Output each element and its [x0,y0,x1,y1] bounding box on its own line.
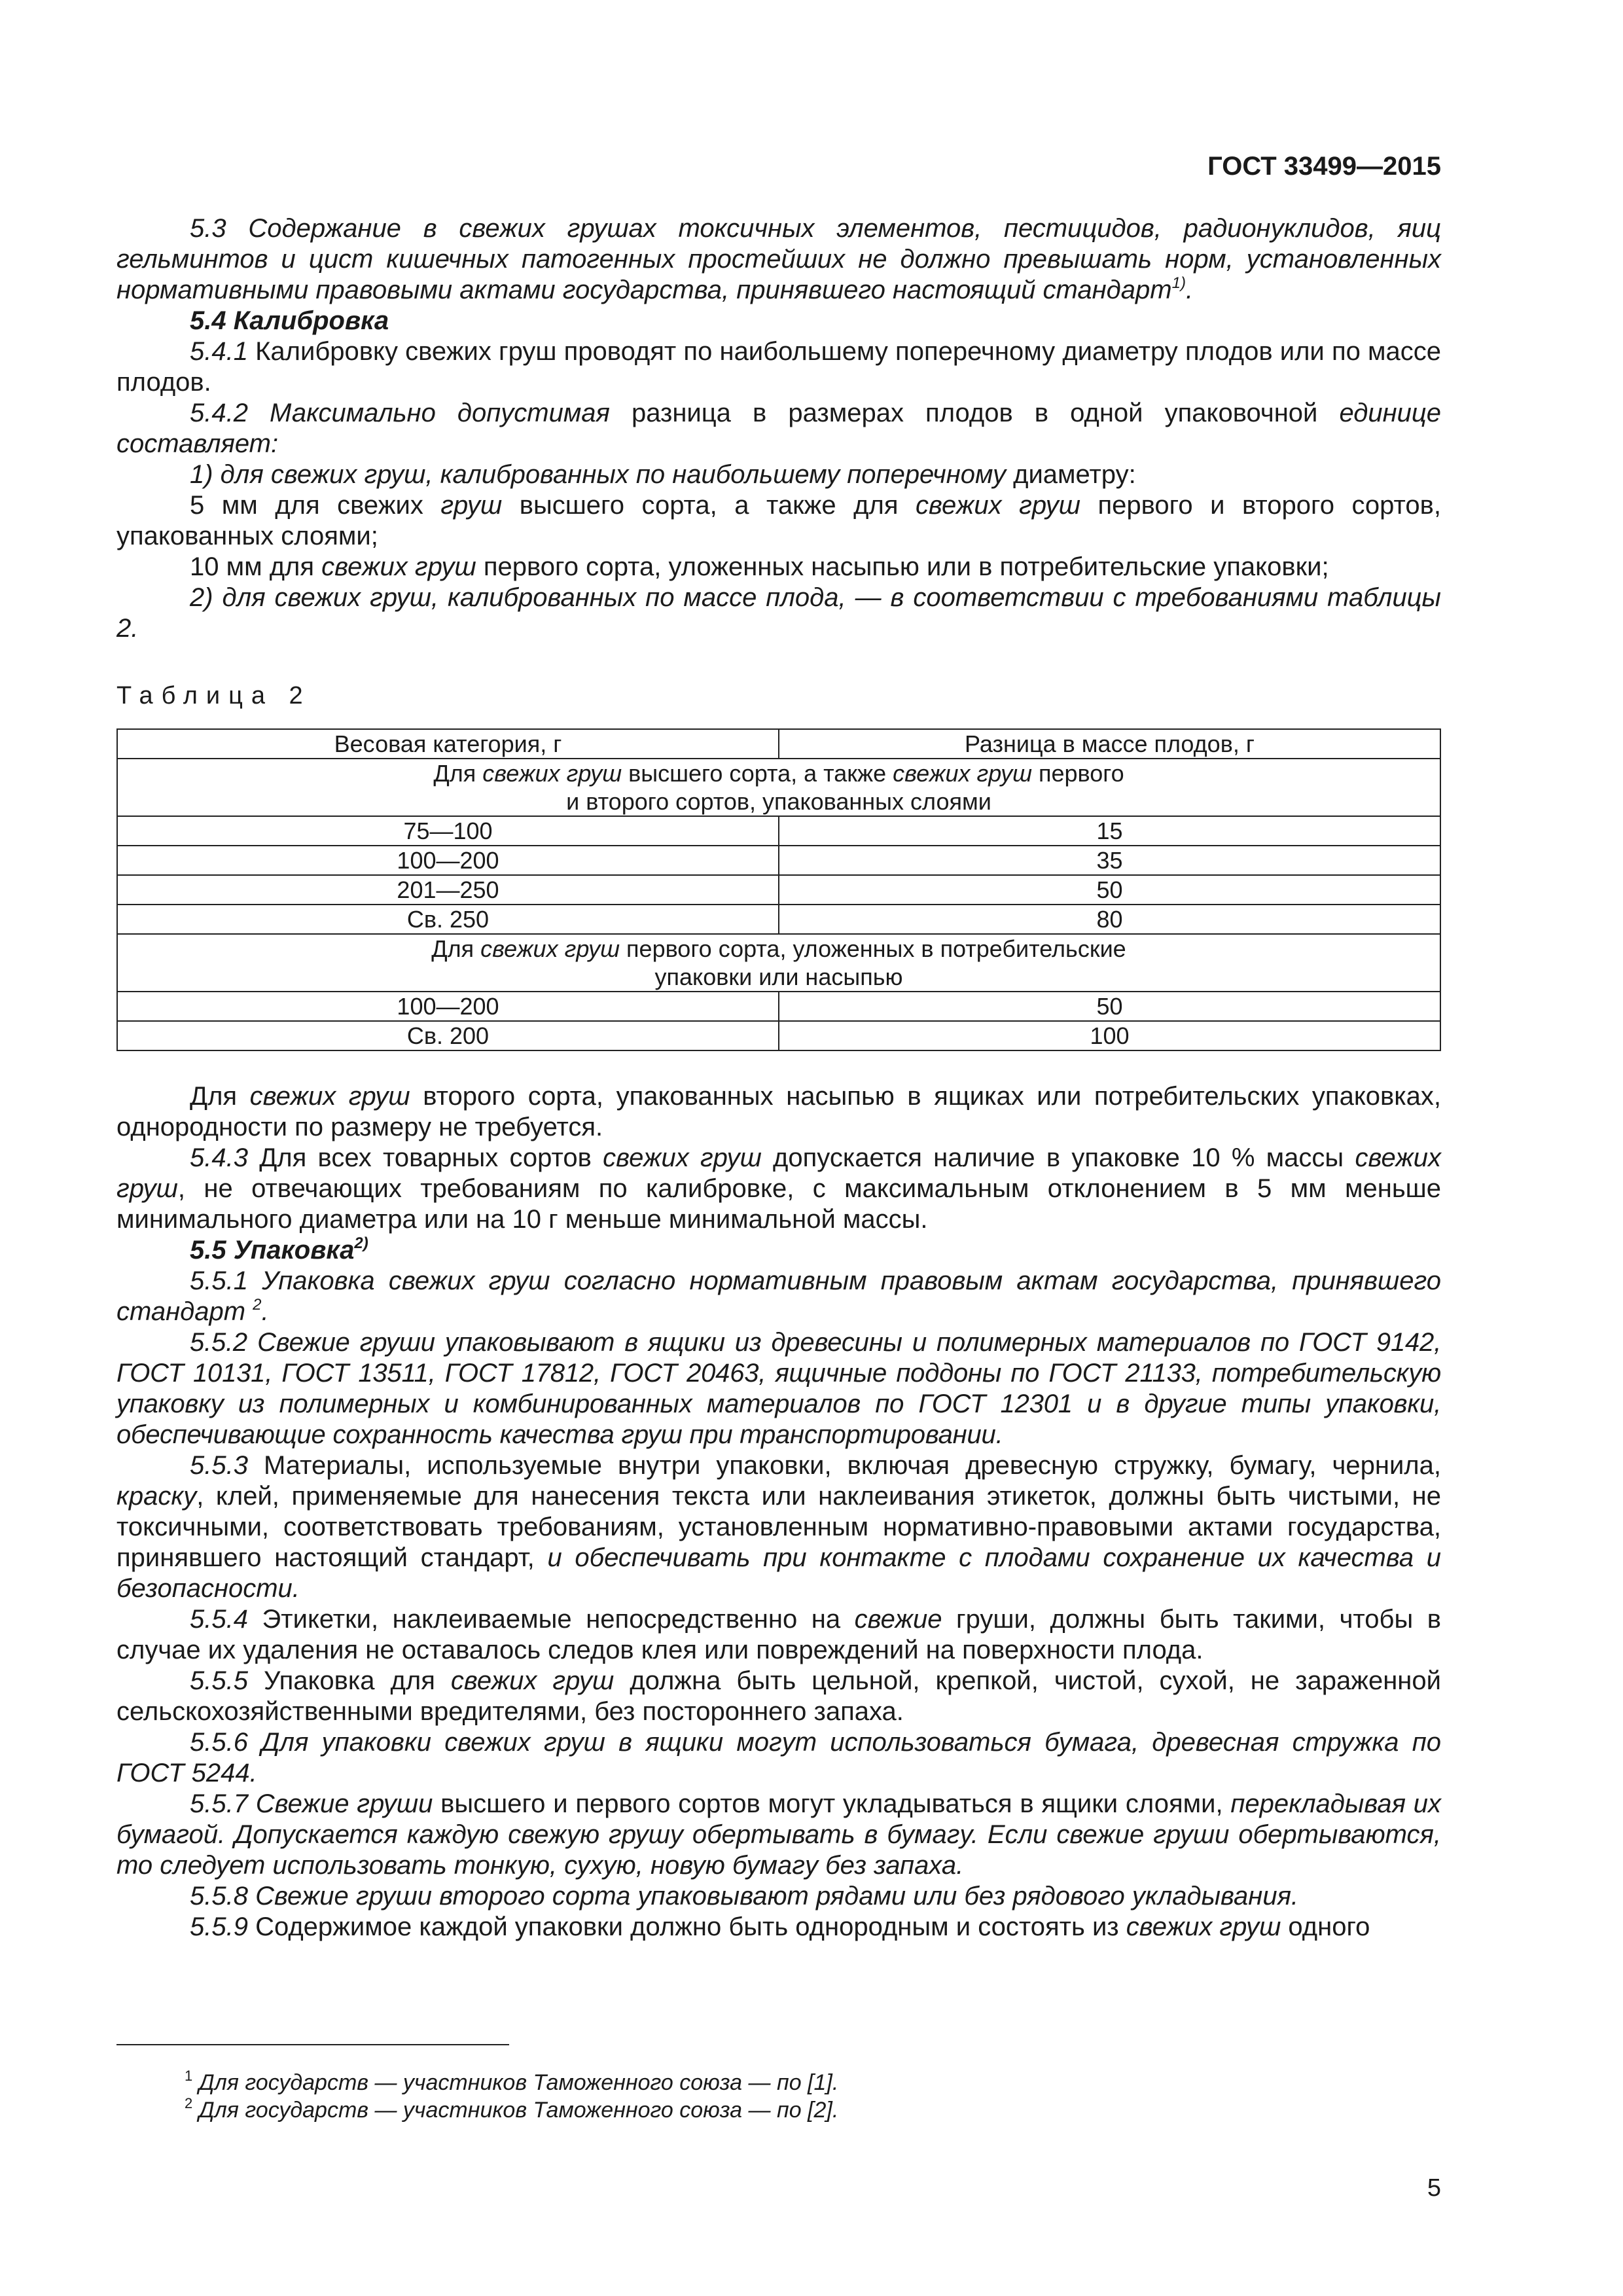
paragraph-5-4-3: 5.4.3 Для всех товарных сортов свежих груш допускается наличие в упаковке 10 % массы свежих груш, не отвечающих требованиям по калибровке, с максимальным отклонением в 5 мм меньше минимального диаметра или на 10 г меньше минимальной массы. [116,1143,1441,1234]
page-number: 5 [1427,2174,1441,2202]
weight-table [116,728,1441,1051]
table-cell: 75—100 [117,816,779,846]
paragraph-5-5-5: 5.5.5 Упаковка для свежих груш должна быть цельной, крепкой, чистой, сухой, не зараженной сельскохозяйственными вредителями, без постороннего запаха. [116,1666,1441,1726]
table-group-row [117,934,1440,992]
table-row [117,875,1440,905]
paragraph-5-5-8: 5.5.8 Свежие груши второго сорта упаковывают рядами или без рядового укладывания. [190,1882,1299,1910]
table-group-cell: Для свежих груш первого сорта, уложенных в потребительские упаковки или насыпью [117,934,1440,992]
footnote-2: $^2$ Для государств — участников Таможенного союза — по [2]. [185,2094,839,2123]
table-cell: 100—200 [117,992,779,1021]
table-cell: 80 [779,905,1440,934]
paragraph-5-5-4: 5.5.4 Этикетки, наклеиваемые непосредственно на свежие груши, должны быть такими, чтобы в случае их удаления не оставалось следов клея или повреждений на поверхности плода. [116,1605,1441,1664]
table-cell: Св. 200 [117,1021,779,1050]
footnote-divider [116,2044,509,2045]
table-cell: 15 [779,816,1440,846]
section-title-5-4: 5.4 Калибровка [190,306,389,335]
section-title-5-5: 5.5 Упаковка$^{2)}$ [190,1234,368,1265]
paragraph-5-5-9: 5.5.9 Содержимое каждой упаковки должно быть однородным и состоять из свежих груш одного [190,1912,1370,1941]
footnote-1: $^1$ Для государств — участников Таможенного союза — по [1]. [185,2067,839,2095]
table-header-cell: Разница в массе плодов, г [779,729,1440,759]
table-cell: 201—250 [117,875,779,905]
document-code: ГОСТ 33499—2015 [1207,152,1441,181]
table-group-cell: Для свежих груш высшего сорта, а также свежих груш первого и второго сортов, упакованных слоями [117,759,1440,816]
table-cell: 100 [779,1021,1440,1050]
list-item-1-a: 5 мм для свежих груш высшего сорта, а также для свежих груш первого и второго сортов, упакованных слоями; [116,491,1441,550]
list-item-2: 2) для свежих груш, калиброванных по массе плода, — в соответствии с требованиями таблицы 2. [116,583,1441,643]
table-row [117,1021,1440,1050]
paragraph-5-5-2: 5.5.2 Свежие груши упаковывают в ящики из древесины и полимерных материалов по ГОСТ 9142, ГОСТ 10131, ГОСТ 13511, ГОСТ 17812, ГОСТ 20463, ящичные поддоны по ГОСТ 21133, потребительскую упаковку из полимерных и комбинированных материалов по ГОСТ 12301 и в другие типы упаковки, обеспечивающие сохранность качества груш при транспортировании. [116,1328,1441,1449]
list-item-1: 1) для свежих груш, калиброванных по наибольшему поперечному диаметру: [190,460,1136,489]
paragraph-5-5-3: 5.5.3 Материалы, используемые внутри упаковки, включая древесную стружку, бумагу, чернила, краску, клей, применяемые для нанесения текста или наклеивания этикеток, должны быть чистыми, не токсичными, соответствовать требованиям, установленным нормативно-правовыми актами государства, принявшего настоящий стандарт, и обеспечивать при контакте с плодами сохранение их качества и безопасности. [116,1451,1441,1603]
document-body [116,213,1441,1943]
paragraph-5-4-2: 5.4.2 Максимально допустимая разница в размерах плодов в одной упаковочной единице составляет: [116,399,1441,458]
table-cell: 35 [779,846,1440,875]
table-cell: 50 [779,875,1440,905]
list-item-1-b: 10 мм для свежих груш первого сорта, уложенных насыпью или в потребительские упаковки; [190,552,1329,581]
table-header-row [117,729,1440,759]
paragraph-5-4-1: 5.4.1 Калибровку свежих груш проводят по наибольшему поперечному диаметру плодов или по массе плодов. [116,337,1441,397]
table-row [117,905,1440,934]
table-row [117,846,1440,875]
table-cell: 50 [779,992,1440,1021]
table-group-row [117,759,1440,816]
paragraph-second-grade: Для свежих груш второго сорта, упакованных насыпью в ящиках или потребительских упаковках, однородности по размеру не требуется. [116,1082,1441,1141]
paragraph-5-5-7: 5.5.7 Свежие груши высшего и первого сортов могут укладываться в ящики слоями, перекладывая их бумагой. Допускается каждую свежую грушу обертывать в бумагу. Если свежие груши обертываются, то следует использовать тонкую, сухую, новую бумагу без запаха. [116,1789,1441,1880]
table-cell: Св. 250 [117,905,779,934]
paragraph-5-5-6: 5.5.6 Для упаковки свежих груш в ящики могут использоваться бумага, древесная стружка по ГОСТ 5244. [116,1728,1441,1787]
table-row [117,816,1440,846]
table-cell: 100—200 [117,846,779,875]
table-caption: Таблица 2 [116,682,312,709]
table-row [117,992,1440,1021]
paragraph-5-3: 5.3 Содержание в свежих грушах токсичных элементов, пестицидов, радионуклидов, яиц гельминтов и цист кишечных патогенных простейших не должно превышать норм, установленных нормативными правовыми актами государства, принявшего настоящий стандарт$^{1)}$. [116,214,1441,304]
paragraph-5-5-1: 5.5.1 Упаковка свежих груш согласно нормативным правовым актам государства, принявшего стандарт $^2$. [116,1266,1441,1326]
table-header-cell: Весовая категория, г [117,729,779,759]
